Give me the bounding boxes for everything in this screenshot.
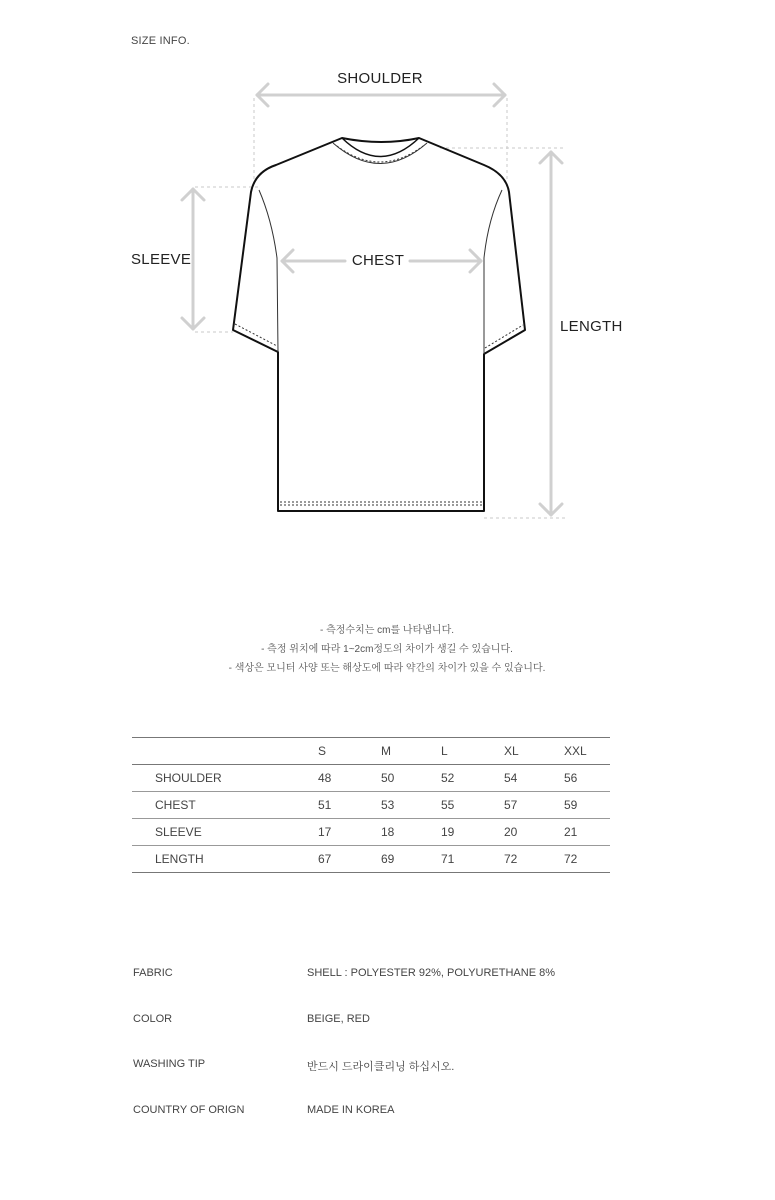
- note-line: - 색상은 모니터 사양 또는 해상도에 따라 약간의 차이가 있을 수 있습니다.: [228, 663, 546, 674]
- cell: 71: [441, 852, 455, 866]
- cell: 50: [381, 771, 395, 785]
- size-header-s: S: [318, 744, 327, 758]
- cell: 57: [504, 798, 518, 812]
- size-header-xxl: XXL: [564, 744, 587, 758]
- size-header-row: [132, 738, 610, 765]
- cell: 51: [318, 798, 332, 812]
- info-value: 반드시 드라이클리닝 하십시오.: [307, 1061, 455, 1073]
- cell: 19: [441, 825, 455, 839]
- info-key: WASHING TIP: [133, 1058, 206, 1070]
- cell: 20: [504, 825, 518, 839]
- length-label: LENGTH: [560, 318, 623, 335]
- length-arrow: [540, 152, 562, 515]
- size-header-l: L: [441, 744, 448, 758]
- info-value: MADE IN KOREA: [307, 1104, 395, 1116]
- tshirt-measurement-diagram: [0, 0, 775, 560]
- table-row: [132, 765, 610, 792]
- shoulder-arrow: [257, 84, 505, 106]
- size-header-empty: [132, 738, 318, 765]
- table-row: [132, 846, 610, 873]
- size-header-m: M: [381, 744, 391, 758]
- cell: 59: [564, 798, 578, 812]
- info-key: COLOR: [133, 1013, 173, 1025]
- row-label: LENGTH: [155, 852, 204, 866]
- cell: 21: [564, 825, 578, 839]
- cell: 18: [381, 825, 395, 839]
- note-line: - 측정 위치에 따라 1~2cm정도의 차이가 생길 수 있습니다.: [261, 644, 513, 655]
- size-table: [132, 737, 610, 873]
- cell: 55: [441, 798, 455, 812]
- size-header-xl: XL: [504, 744, 519, 758]
- info-value: BEIGE, RED: [307, 1013, 370, 1025]
- info-value: SHELL : POLYESTER 92%, POLYURETHANE 8%: [307, 967, 555, 979]
- cell: 17: [318, 825, 332, 839]
- cell: 67: [318, 852, 332, 866]
- sleeve-label: SLEEVE: [131, 251, 192, 268]
- cell: 52: [441, 771, 455, 785]
- row-label: CHEST: [155, 798, 196, 812]
- cell: 69: [381, 852, 395, 866]
- measurement-notes: [0, 621, 775, 678]
- row-label: SHOULDER: [155, 771, 222, 785]
- table-row: [132, 792, 610, 819]
- table-row: [132, 819, 610, 846]
- cell: 72: [504, 852, 518, 866]
- note-line: - 측정수치는 cm를 나타냅니다.: [319, 625, 455, 636]
- tshirt-outline: [233, 138, 525, 511]
- info-key: COUNTRY OF ORIGN: [133, 1104, 245, 1116]
- cell: 56: [564, 771, 578, 785]
- shoulder-label: SHOULDER: [337, 70, 423, 87]
- cell: 48: [318, 771, 332, 785]
- cell: 54: [504, 771, 518, 785]
- cell: 72: [564, 852, 578, 866]
- cell: 53: [381, 798, 395, 812]
- row-label: SLEEVE: [155, 825, 202, 839]
- chest-label: CHEST: [351, 252, 405, 269]
- info-key: FABRIC: [133, 967, 173, 979]
- section-title: SIZE INFO.: [131, 35, 190, 47]
- guide-lines: [195, 98, 565, 518]
